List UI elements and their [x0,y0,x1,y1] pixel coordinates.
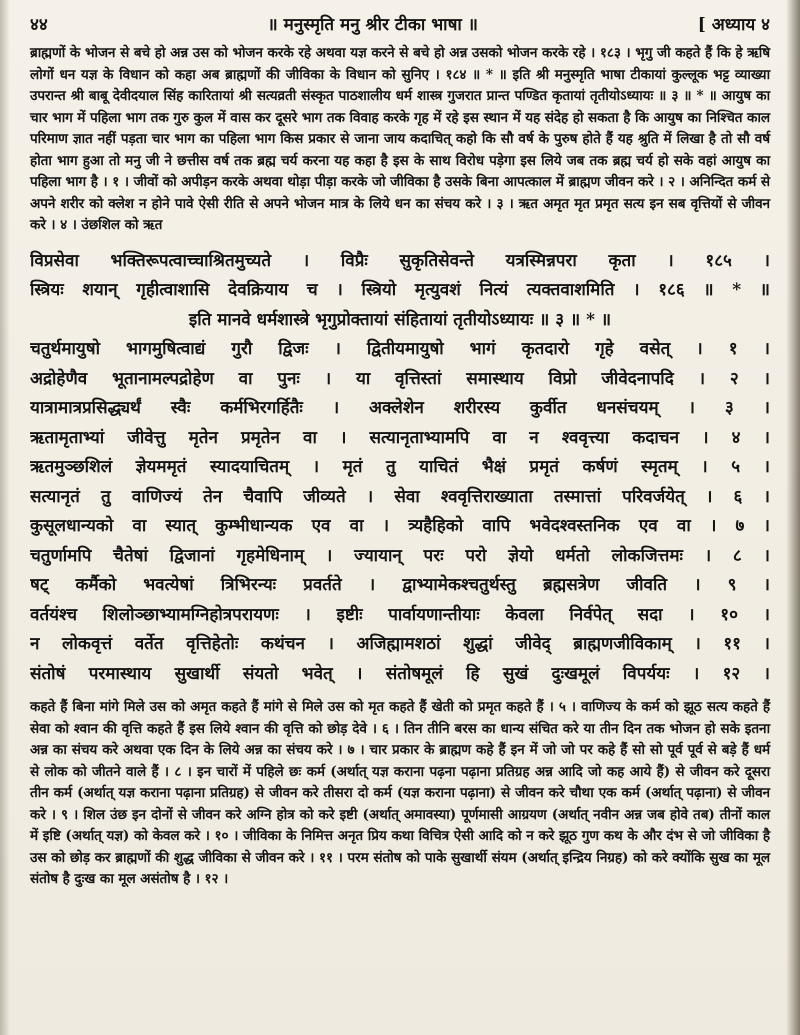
verse-line: चतुर्णामपि चैतेषां द्विजानां गृहमेधिनाम् । ज्यायान् परः परो ज्ञेयो धर्मतो लोकजित्तमः । ८ । [30,545,770,566]
running-title: ॥ मनुस्मृति मनु श्रीर टीका भाषा ॥ [267,15,478,35]
verse-line: न लोकवृत्तं वर्तेत वृत्तिहेतोः कथंचन । अजिह्मामशठां शुद्धां जीवेद् ब्राह्मणजीविकाम् । ११ । [30,634,770,654]
intro-commentary: ब्राह्मणों के भोजन से बचे हो अन्न उस को भोजन करके रहे अथवा यज्ञ करने से बचे हो अन्न उसको भोजन करके रहे । १८३ । भृगु जी कहते हैं कि हे ऋषि लोगों धन यज्ञ के विधान को कहा अब ब्राह्मणों की जीविका के विधान को सुनिए । १८४ ॥ * ॥ इति श्री मनुस्मृति भाषा टीकायां कुल्लूक भट्ट व्याख्या उपरान्त श्री बाबू देवीदयाल सिंह कारितायां श्री सत्यव्रती संस्कृत पाठशालीय धर्म शास्त्र गुजरात प्रान्त पण्डित कृतायां तृतीयोऽध्यायः ॥ ३ ॥ * ॥ आयुष का चार भाग में पहिला भाग तक गुरु कुल में वास कर दूसरे भाग तक विवाह करके गृह में रहे इस स्थान में यह संदेह हो सकता है कि आयुष का निश्चित काल परिमाण ज्ञात नहीं पड़ता चार भाग का पहिला भाग किस प्रकार से जाना जाय कदाचित् कहो कि सौ वर्ष के पुरुष होते हैं यह श्रुति में लिखा है तो सौ वर्ष होता भाग हुआ तो मनु जी ने छत्तीस वर्ष तक ब्रह्म चर्य करना यह कहा है इस के साथ विरोध पड़ेगा इस लिये जब तक ब्रह्म चर्य हो सके वहां आयुष का पहिला भाग है । १ । जीवों को अपीड़न करके अथवा थोड़ा पीड़ा करके जो जीविका है उसके बिना आपत्काल में ब्राह्मण जीवन करे । २ । अनिन्दित कर्म से अपने शरीर को क्लेश न होने पावे ऐसी रीति से अपने भोजन मात्र के लिये धन का संचय करे । ३ । ऋत अमृत मृत प्रमृत सत्य इन सब वृत्तियों से जीवन करे । ४ । उंछशिल को ऋत [30,45,770,233]
verse-line: स्त्रियः शयान् गृहीत्वाशासि देवक्रियाय च । स्त्रियो मृत्युवशं नित्यं त्यक्तवाशमिति । १८६ ॥ * ॥ [30,280,770,300]
verse-line: ऋतमुञ्छशिलं ज्ञेयममृतं स्यादयाचितम् । मृतं तु याचितं भैक्षं प्रमृतं कर्षणं स्मृतम् । ५ । [30,457,770,477]
page-header [30,12,770,37]
page-edge-shadow-right [786,0,800,1035]
verse-line: वर्तयंश्च शिलोञ्छाभ्यामग्निहोत्रपरायणः । इष्टीः पार्वायणान्तीयाः केवला निर्वपेत् सदा । १० । [30,604,770,625]
verse-line: विप्रसेवा भक्तिरूपत्वाच्चाश्रितमुच्यते । विप्रैः सुकृतिसेवन्ते यत्रस्मिन्नपरा कृता । १८५ । [30,250,770,271]
page-edge-shadow-left [0,0,10,1035]
verse-line: संतोषं परमास्थाय सुखार्थी संयतो भवेत् । संतोषमूलं हि सुखं दुःखमूलं विपर्ययः । १२ । [30,663,770,684]
verse-line: षट् कर्मैको भवत्येषां त्रिभिरन्यः प्रवर्तते । द्वाभ्यामेकश्चतुर्थस्तु ब्रह्मसत्रेण जीवति । ९ । [30,575,770,595]
chapter-label: [ अध्याय ४ [697,15,770,35]
verse-line: चतुर्थमायुषो भागमुषित्वाद्यं गुरौ द्विजः । द्वितीयमायुषो भागं कृतदारो गृहे वसेत् । १ । [30,339,770,359]
verse-line: यात्रामात्रप्रसिद्ध्यर्थं स्वैः कर्मभिरगर्हितैः । अक्लेशेन शरीरस्य कुर्वीत धनसंचयम् । ३ । [30,398,770,418]
page-number: ४४ [30,15,48,35]
sanskrit-verses [30,247,770,690]
verse-line: सत्यानृतं तु वाणिज्यं तेन चैवापि जीव्यते । सेवा श्ववृत्तिराख्याता तस्मात्तां परिवर्जयेत् । ६ । [30,486,770,507]
verse-line: कुसूलधान्यको वा स्यात् कुम्भीधान्यक एव वा । त्र्यहैहिको वापि भवेदश्वस्तनिक एव वा । ७ । [30,516,770,536]
chapter-colophon: इति मानवे धर्मशास्त्रे भृगुप्रोक्तायां संहितायां तृतीयोऽध्यायः ॥ ३ ॥ * ॥ [188,309,612,330]
verse-line: अद्रोहेणैव भूतानामल्पद्रोहेण वा पुनः । या वृत्तिस्तां समास्थाय विप्रो जीवेदनापदि । २ । [30,368,770,389]
verse-commentary: कहते हैं बिना मांगे मिले उस को अमृत कहते हैं मांगे से मिले उस को मृत कहते हैं खेती को प्रमृत कहते हैं । ५ । वाणिज्य के कर्म को झूठ सत्य कहते हैं सेवा को श्वान की वृत्ति कहते हैं इस लिये श्वान की वृत्ति को छोड़ देवे । ६ । तिन तीनि बरस का धान्य संचित करे या तीन दिन तक भोजन हो सके इतना अन्न का संचय करे अथवा एक दिन के लिये अन्न का संचय करे । ७ । चार प्रकार के ब्राह्मण कहे हैं इन में जो जो पर कहे हैं सो सो पूर्व पूर्व से बड़े हैं धर्म से लोक को जीतने वाले हैं । ८ । इन चारों में पहिले छः कर्म (अर्थात् यज्ञ कराना पढ़ना पढ़ाना प्रतिग्रह अन्न आदि जो कह आये हैं) से जीवन करे दूसरा तीन कर्म (अर्थात् यज्ञ कराना पढ़ाना प्रतिग्रह) से जीवन करे तीसरा दो कर्म (यज्ञ कराना पढ़ाना) से जीवन करे चौथा एक कर्म (अर्थात् पढ़ाना) से जीवन करे । ९ । शिल उंछ इन दोनों से जीवन करे अग्नि होत्र को करे इष्टी (अर्थात् अमावस्या) पूर्णमासी आग्रयण (अर्थात् नवीन अन्न जब होवे तब) तीनों काल में इष्टि (अर्थात् यज्ञ) को केवल करे । १० । जीविका के निमित्त अनृत प्रिय कथा विचित्र ऐसी आदि को न करे झूठ गुण कथ के और दंभ से जो जीविका है उस को छोड़ कर ब्राह्मणों की शुद्ध जीविका से जीवन करे । ११ । परम संतोष को पाके सुखार्थी संयम (अर्थात् इन्द्रिय निग्रह) को करे क्योंकि सुख का मूल संतोष है दुःख का मूल असंतोष है । १२ । [30,699,770,887]
verse-line: ऋतामृताभ्यां जीवेत्तु मृतेन प्रमृतेन वा । सत्यानृताभ्यामपि वा न श्ववृत्त्या कदाचन । ४ । [30,427,770,448]
